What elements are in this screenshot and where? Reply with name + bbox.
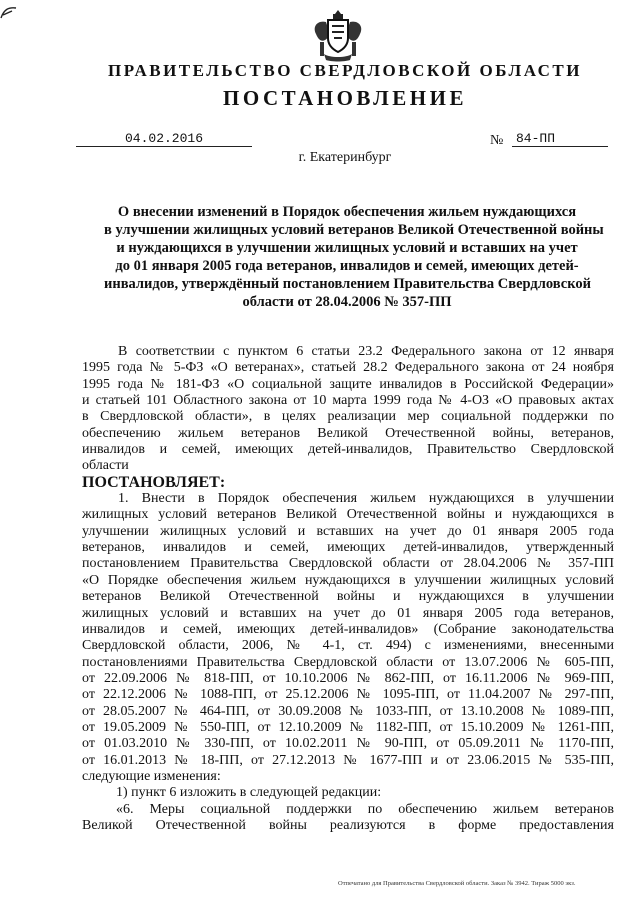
item-line: жилищных условий ветеранов Великой Отечественной войны и нуждающихся в	[82, 507, 614, 523]
item-line: от 22.09.2006 № 818-ПП, от 10.10.2006 № 862-ПП, от 16.11.2006 № 969-ПП,	[82, 670, 614, 686]
document-date: 04.02.2016	[124, 131, 203, 146]
preamble-line: обеспечению жильем ветеранов Великой Отечественной войны, ветеранов,	[82, 425, 614, 441]
item-line: от 19.05.2009 № 550-ПП, от 12.10.2009 № 1182-ПП, от 15.10.2009 № 1261-ПП,	[82, 719, 614, 735]
item-line: от 01.03.2010 № 330-ПП, от 10.02.2011 № 90-ПП, от 05.09.2011 № 1170-ПП,	[82, 736, 614, 752]
item-line: от 16.01.2013 № 18-ПП, от 27.12.2013 № 1677-ПП и от 23.06.2015 № 535-ПП,	[82, 752, 614, 768]
document-type-title: ПОСТАНОВЛЕНИЕ	[223, 86, 467, 110]
preamble-line: 1995 года № 181-ФЗ «О социальной защите инвалидов в Российской Федерации»	[82, 376, 614, 392]
heading-line: области от 28.04.2006 № 357-ПП	[242, 294, 452, 310]
heading-line: до 01 января 2005 года ветеранов, инвалидов и семей, имеющих детей-	[115, 258, 579, 274]
document-body	[82, 344, 614, 834]
quote-line: Великой Отечественной войны реализуются в форме предоставления	[82, 817, 614, 833]
resolve-word: ПОСТАНОВЛЯЕТ:	[82, 473, 226, 491]
item-line: постановлениями Правительства Свердловской области от 13.07.2006 № 605-ПП,	[82, 654, 614, 670]
heading-line: О внесении изменений в Порядок обеспечения жильем нуждающихся	[117, 204, 577, 220]
preamble-line: в Свердловской области», в целях реализации мер социальной поддержки по	[82, 409, 614, 425]
item-line: инвалидов и семей, имеющих детей-инвалидов» (Собрание законодательства	[82, 621, 614, 637]
preamble-line: 1995 года № 5-ФЗ «О ветеранах», статьей 28.2 Федерального закона от 24 ноября	[82, 360, 614, 376]
item-line: постановлением Правительства Свердловской области от 28.04.2006 № 357-ПП	[82, 556, 614, 572]
item-line: от 22.12.2006 № 1088-ПП, от 25.12.2006 № 1095-ПП, от 11.04.2007 № 297-ПП,	[82, 687, 614, 703]
heading-line: инвалидов, утверждённый постановлением Правительства Свердловской	[104, 276, 591, 292]
preamble-line: и статьей 101 Областного закона от 10 марта 1999 года № 4-ОЗ «О правовых актах	[82, 393, 614, 409]
coat-of-arms-icon	[308, 4, 368, 64]
preamble-line: области	[82, 458, 129, 474]
preamble-line: инвалидов и семей, имеющих детей-инвалидов, Правительство Свердловской	[82, 442, 614, 458]
item-line: улучшении жилищных условий и вставших на учет до 01 января 2005 года	[82, 523, 614, 539]
item-line: Свердловской области, 2006, № 4-1, ст. 494) с изменениями, внесенными	[82, 638, 614, 654]
item-line: от 28.05.2007 № 464-ПП, от 30.09.2008 № 1033-ПП, от 13.10.2008 № 1089-ПП,	[82, 703, 614, 719]
heading-line: и нуждающихся в улучшении жилищных условий и вставших на учет	[116, 240, 578, 256]
item-line: «О Порядке обеспечения жильем нуждающихся в улучшении жилищных условий	[82, 572, 614, 588]
item-line: 1. Внести в Порядок обеспечения жильем нуждающихся в улучшении	[118, 491, 614, 507]
item-line: следующие изменения:	[82, 768, 221, 784]
item-line: ветеранов, инвалидов и семей, имеющих детей-инвалидов, утвержденный	[82, 540, 614, 556]
item-line: жилищных условий и вставших на учет до 01 января 2005 года ветеранов,	[82, 605, 614, 621]
sub-item-line: 1) пункт 6 изложить в следующей редакции:	[116, 785, 382, 801]
document-number: 84-ПП	[516, 131, 556, 146]
preamble-line: В соответствии с пунктом 6 статьи 23.2 Федерального закона от 12 января	[118, 344, 614, 359]
quote-line: «6. Меры социальной поддержки по обеспечению жильем ветеранов	[116, 801, 614, 817]
handwritten-mark	[0, 6, 18, 20]
number-sign: №	[490, 133, 504, 148]
number-underline	[512, 146, 608, 147]
city-name: г. Екатеринбург	[298, 150, 392, 165]
date-underline	[76, 146, 252, 147]
print-footer: Отпечатано для Правительства Свердловской области. Заказ № 3942. Тираж 5000 экз.	[338, 880, 576, 887]
organization-title: ПРАВИТЕЛЬСТВО СВЕРДЛОВСКОЙ ОБЛАСТИ	[108, 61, 582, 80]
heading-line: в улучшении жилищных условий ветеранов Великой Отечественной войны	[104, 222, 604, 238]
item-line: ветеранов Великой Отечественной войны и нуждающихся в улучшении	[82, 589, 614, 605]
document-heading	[104, 203, 604, 311]
